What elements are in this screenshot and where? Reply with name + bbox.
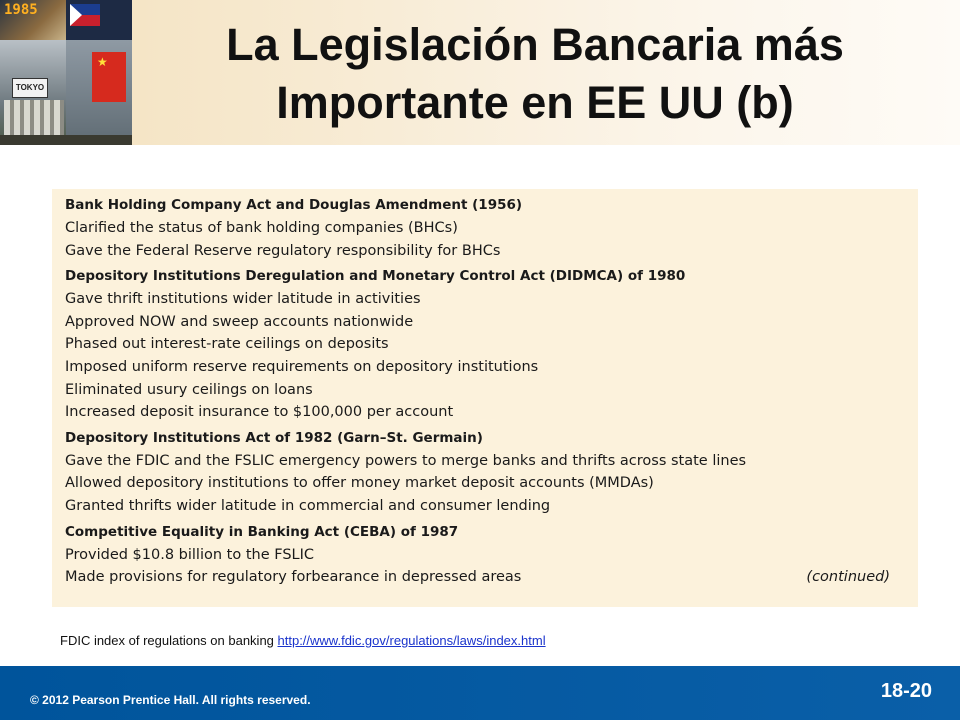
section-heading: Bank Holding Company Act and Douglas Amendment (1956) bbox=[65, 197, 523, 213]
list-item: Gave the Federal Reserve regulatory responsibility for BHCs bbox=[65, 242, 501, 259]
section-bhc-act bbox=[65, 193, 906, 262]
list-item: Gave the FDIC and the FSLIC emergency powers to merge banks and thrifts across state lines bbox=[65, 452, 747, 469]
list-item: Provided $10.8 billion to the FSLIC bbox=[65, 546, 314, 563]
list-item: Imposed uniform reserve requirements on depository institutions bbox=[65, 358, 539, 375]
page-title bbox=[150, 16, 920, 132]
footer-bar bbox=[0, 666, 960, 720]
list-item: Gave thrift institutions wider latitude in activities bbox=[65, 291, 421, 308]
source-text: FDIC index of regulations on banking bbox=[60, 633, 278, 648]
section-garn-st-germain bbox=[65, 426, 906, 518]
ticker-text: 1985 bbox=[4, 2, 38, 18]
title-line-1: La Legislación Bancaria más bbox=[226, 19, 844, 70]
list-item bbox=[65, 566, 906, 589]
list-item: Approved NOW and sweep accounts nationwide bbox=[65, 313, 414, 330]
legislation-table bbox=[52, 189, 918, 607]
flag-icon bbox=[70, 4, 100, 26]
financial-collage-image bbox=[0, 0, 132, 145]
header-band bbox=[0, 0, 960, 145]
section-heading: Depository Institutions Deregulation and Monetary Control Act (DIDMCA) of 1980 bbox=[65, 268, 686, 285]
continued-label: (continued) bbox=[806, 569, 890, 586]
slide-number: 18-20 bbox=[880, 680, 932, 702]
list-item: Eliminated usury ceilings on loans bbox=[65, 381, 313, 398]
title-line-2: Importante en EE UU (b) bbox=[276, 77, 794, 128]
section-heading: Competitive Equality in Banking Act (CEBA) of 1987 bbox=[65, 523, 459, 540]
list-item: Allowed depository institutions to offer money market deposit accounts (MMDAs) bbox=[65, 475, 654, 492]
list-item: Clarified the status of bank holding companies (BHCs) bbox=[65, 220, 458, 236]
building-pillars bbox=[4, 100, 64, 136]
tokyo-sign: TOKYO bbox=[12, 78, 48, 98]
list-item: Increased deposit insurance to $100,000 per account bbox=[65, 404, 454, 421]
list-item-text: Made provisions for regulatory forbearance in depressed areas bbox=[65, 569, 522, 586]
list-item: Granted thrifts wider latitude in commercial and consumer lending bbox=[65, 497, 551, 514]
section-ceba bbox=[65, 520, 906, 589]
source-note bbox=[60, 633, 546, 648]
section-heading: Depository Institutions Act of 1982 (Garn–St. Germain) bbox=[65, 429, 483, 446]
section-didmca bbox=[65, 264, 906, 424]
china-flag-icon: ★ bbox=[92, 52, 126, 102]
fdic-link[interactable]: http://www.fdic.gov/regulations/laws/index.html bbox=[277, 633, 546, 648]
copyright-text: © 2012 Pearson Prentice Hall. All rights reserved. bbox=[30, 693, 311, 707]
list-item: Phased out interest-rate ceilings on deposits bbox=[65, 336, 389, 353]
